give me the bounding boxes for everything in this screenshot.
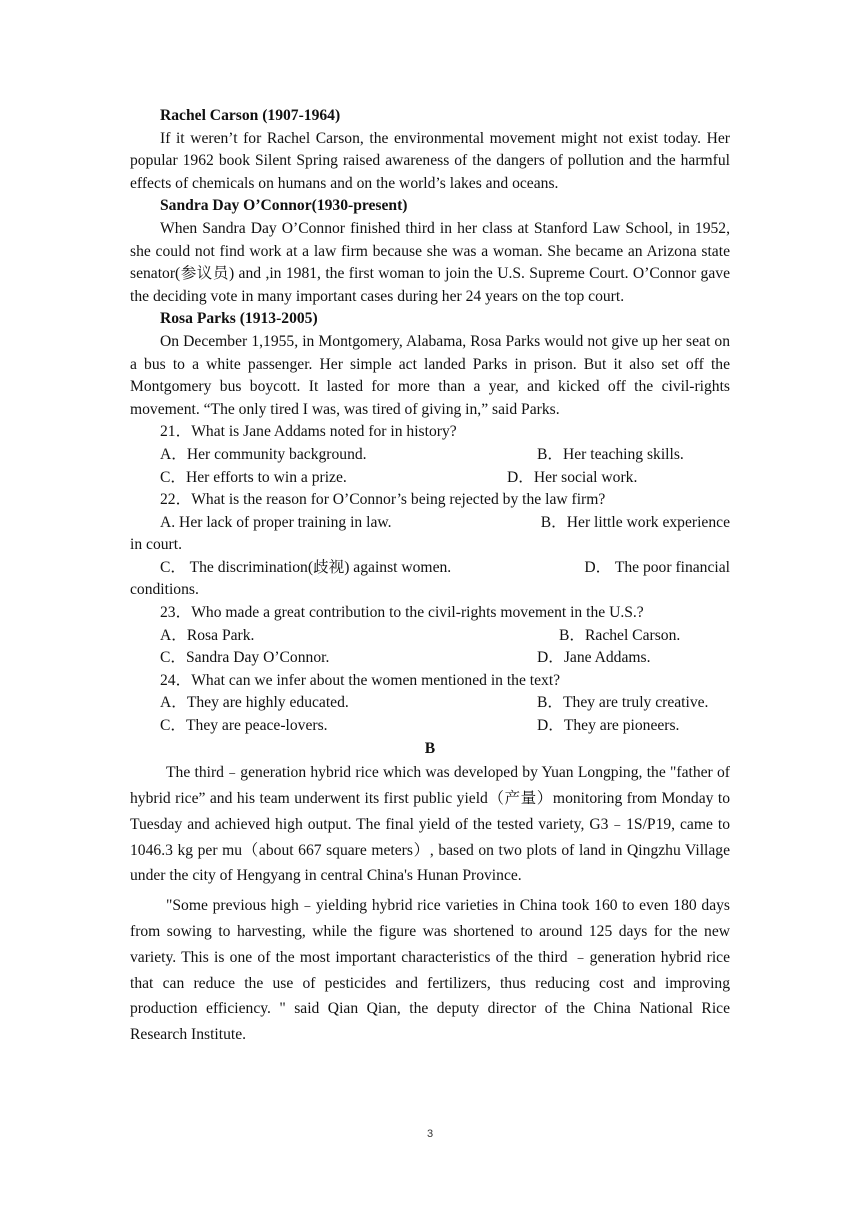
question-21-stem: 21．What is Jane Addams noted for in history?	[160, 423, 457, 441]
question-22-options-row1	[130, 512, 730, 535]
question-22-options-row2	[130, 557, 730, 580]
question-23-options-row1	[130, 625, 730, 648]
q23-option-c: C．Sandra Day O’Connor.	[160, 649, 330, 667]
question-23-options-row2	[130, 647, 730, 670]
q21-option-b: B．Her teaching skills.	[537, 445, 684, 463]
q24-option-a: A．They are highly educated.	[160, 694, 349, 712]
question-21-options-row1	[130, 444, 730, 467]
page-content	[130, 105, 730, 1048]
q22-option-b-line2: in court.	[130, 536, 182, 554]
question-21-options-row2	[130, 467, 730, 490]
question-22-option-d-continuation	[130, 579, 730, 602]
section-b-paragraph-1: The third﹣generation hybrid rice which was developed by Yuan Longping, the "father of hybrid rice” and his team underwent its first public yield（产量）monitoring from Monday to Tuesday and achieved high output. The final yield of the tested variety, G3﹣1S/P19, came to 1046.3 kg per mu（about 667 square meters）, based on two plots of land in Qingzhu Village under the city of Hengyang in central China's Hunan Province.	[130, 764, 730, 885]
q21-option-d: D．Her social work.	[507, 468, 638, 486]
q23-option-d: D．Jane Addams.	[537, 649, 651, 667]
question-24-options-row1	[130, 692, 730, 715]
carson-heading: Rachel Carson (1907-1964)	[160, 107, 341, 124]
q22-option-a: A. Her lack of proper training in law.	[160, 513, 392, 531]
question-22-option-b-continuation	[130, 534, 730, 557]
oconnor-paragraph: When Sandra Day O’Connor finished third in her class at Stanford Law School, in 1952, she could not find work at a law firm because she was a woman. She became an Arizona state senator(参议员) and ,in 1981, the first woman to join the U.S. Supreme Court. O’Connor gave the deciding vote in many important cases during her 24 years on the top court.	[130, 219, 730, 305]
question-24-stem: 24．What can we infer about the women mentioned in the text?	[160, 671, 561, 689]
q22-option-c: C． The discrimination(歧视) against women.	[160, 558, 452, 576]
q22-option-b: B．Her little work experience	[540, 513, 730, 531]
section-b-label: B	[424, 739, 436, 757]
question-24-options-row2	[130, 715, 730, 738]
q23-option-b: B．Rachel Carson.	[559, 626, 681, 644]
oconnor-heading: Sandra Day O’Connor(1930-present)	[160, 197, 408, 215]
q21-option-c: C．Her efforts to win a prize.	[160, 468, 347, 486]
q23-option-a: A．Rosa Park.	[160, 626, 255, 644]
q22-option-d: D． The poor financial	[584, 558, 730, 576]
question-22-stem: 22．What is the reason for O’Connor’s being rejected by the law firm?	[160, 491, 606, 509]
page-number: 3	[426, 1128, 434, 1140]
q21-option-a: A．Her community background.	[160, 445, 367, 463]
question-23-stem: 23．Who made a great contribution to the civil-rights movement in the U.S.?	[160, 604, 644, 622]
parks-paragraph: On December 1,1955, in Montgomery, Alabama, Rosa Parks would not give up her seat on a bus to a white passenger. Her simple act landed Parks in prison. But it also set off the Montgomery bus boycott. It lasted for more than a year, and kicked off the civil-rights movement. “The only tired I was, was tired of giving in,” said Parks.	[130, 332, 730, 418]
q24-option-d: D．They are pioneers.	[537, 717, 680, 735]
carson-paragraph: If it weren’t for Rachel Carson, the environmental movement might not exist today. Her popular 1962 book Silent Spring raised awareness of the dangers of pollution and the harmful effects of chemicals on humans and on the world’s lakes and oceans.	[130, 129, 730, 192]
q24-option-c: C．They are peace-lovers.	[160, 717, 328, 735]
q24-option-b: B．They are truly creative.	[537, 694, 709, 712]
section-b-paragraph-2: "Some previous high﹣yielding hybrid rice varieties in China took 160 to even 180 days from sowing to harvesting, while the figure was shortened to around 125 days for the new variety. This is one of the most important characteristics of the third ﹣generation hybrid rice that can reduce the use of pesticides and fertilizers, thus reducing cost and improving production efficiency. " said Qian Qian, the deputy director of the China National Rice Research Institute.	[130, 897, 730, 1044]
q22-option-d-line2: conditions.	[130, 581, 199, 599]
parks-heading: Rosa Parks (1913-2005)	[160, 310, 318, 328]
